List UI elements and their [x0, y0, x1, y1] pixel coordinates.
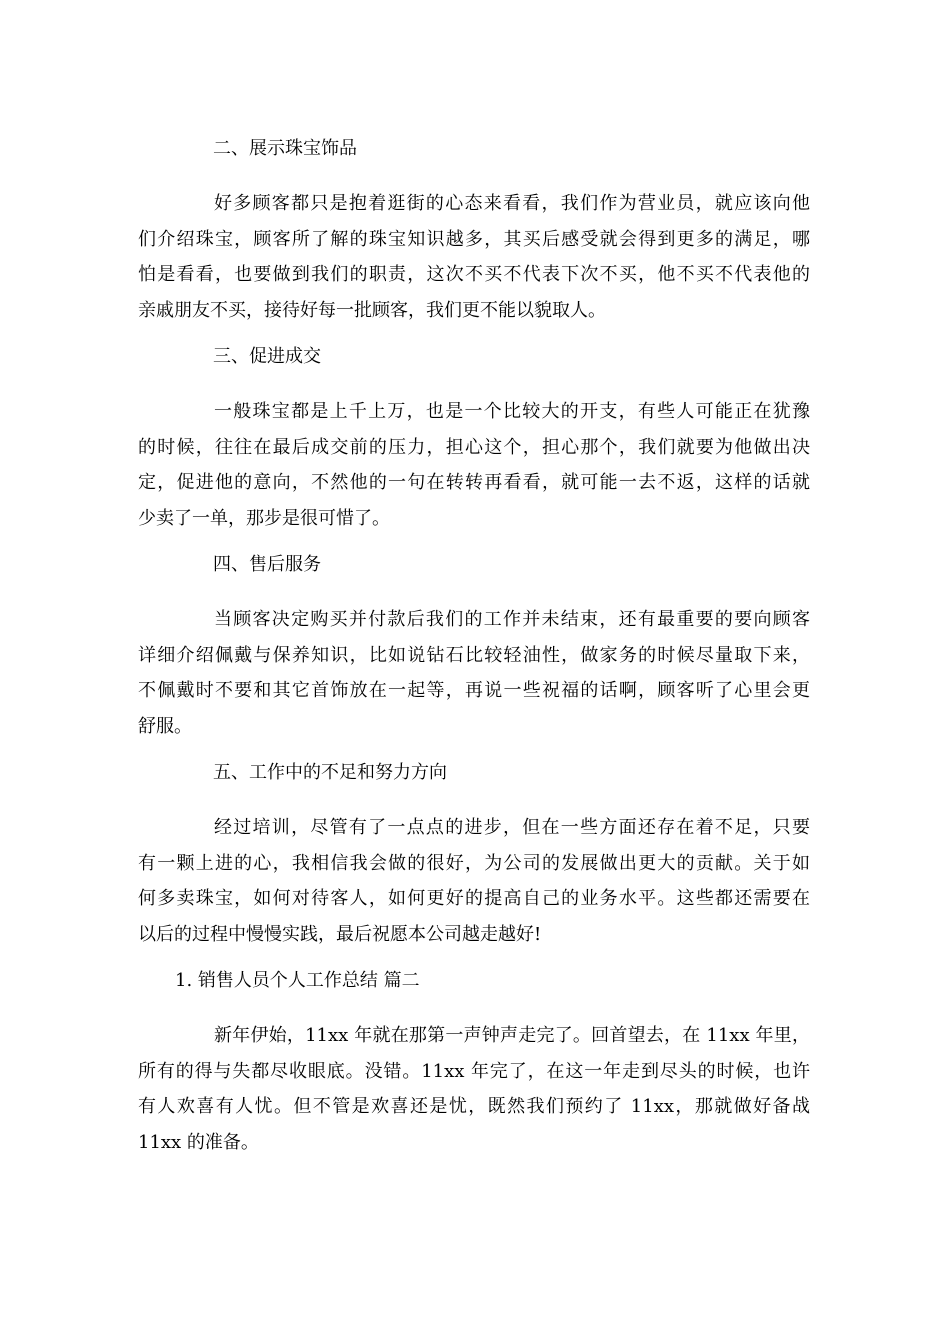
paragraph-new-year: [138, 1018, 810, 1160]
article-subtitle: 1. 销售人员个人工作总结 篇二: [175, 970, 420, 991]
paragraph-line: 11xx 的准备。: [138, 1131, 259, 1153]
paragraph-line: 有人欢喜有人忧。但不管是欢喜还是忧，既然我们预约了 11xx，那就做好备战: [138, 1096, 810, 1117]
paragraph-line: 当顾客决定购买并付款后我们的工作并未结束，还有最重要的要向顾客: [214, 609, 810, 630]
paragraph-line: 们介绍珠宝，顾客所了解的珠宝知识越多，其买后感受就会得到更多的满足，哪: [138, 228, 810, 250]
paragraph-line: 的时候，往往在最后成交前的压力，担心这个，担心那个，我们就要为他做出决: [138, 436, 810, 458]
paragraph-line: 好多顾客都只是抱着逛街的心态来看看，我们作为营业员，就应该向他: [214, 193, 810, 214]
paragraph-line: 有一颗上进的心，我相信我会做的很好，为公司的发展做出更大的贡献。关于如: [138, 852, 810, 874]
paragraph-close-deal: [138, 394, 810, 536]
paragraph-display-jewelry: [138, 186, 810, 328]
paragraph-shortcomings: [138, 810, 810, 952]
paragraph-line: 定，促进他的意向，不然他的一句在转转再看看，就可能一去不返，这样的话就: [138, 472, 810, 493]
paragraph-line: 所有的得与失都尽收眼底。没错。11xx 年完了，在这一年走到尽头的时候，也许: [138, 1060, 810, 1082]
section-heading-close-deal: 三、促进成交: [213, 346, 321, 367]
paragraph-line: 怕是看看，也要做到我们的职责，这次不买不代表下次不买，他不买不代表他的: [138, 264, 810, 285]
paragraph-line: 少卖了一单，那步是很可惜了。: [138, 507, 390, 529]
section-heading-after-sales: 四、售后服务: [213, 554, 321, 575]
paragraph-line: 以后的过程中慢慢实践，最后祝愿本公司越走越好!: [138, 923, 542, 945]
paragraph-line: 经过培训，尽管有了一点点的进步，但在一些方面还存在着不足，只要: [214, 817, 810, 838]
paragraph-line: 详细介绍佩戴与保养知识，比如说钻石比较轻油性，做家务的时候尽量取下来，: [138, 644, 810, 666]
paragraph-line: 何多卖珠宝，如何对待客人，如何更好的提高自己的业务水平。这些都还需要在: [138, 888, 810, 909]
paragraph-after-sales: [138, 602, 810, 744]
section-heading-shortcomings: 五、工作中的不足和努力方向: [213, 762, 447, 783]
paragraph-line: 一般珠宝都是上千上万，也是一个比较大的开支，有些人可能正在犹豫: [214, 401, 810, 422]
paragraph-line: 新年伊始，11xx 年就在那第一声钟声走完了。回首望去，在 11xx 年里，: [214, 1025, 810, 1046]
section-heading-display-jewelry: 二、展示珠宝饰品: [213, 138, 357, 159]
paragraph-line: 舒服。: [138, 715, 192, 737]
paragraph-line: 亲戚朋友不买，接待好每一批顾客，我们更不能以貌取人。: [138, 299, 606, 321]
paragraph-line: 不佩戴时不要和其它首饰放在一起等，再说一些祝福的话啊，顾客听了心里会更: [138, 680, 810, 701]
